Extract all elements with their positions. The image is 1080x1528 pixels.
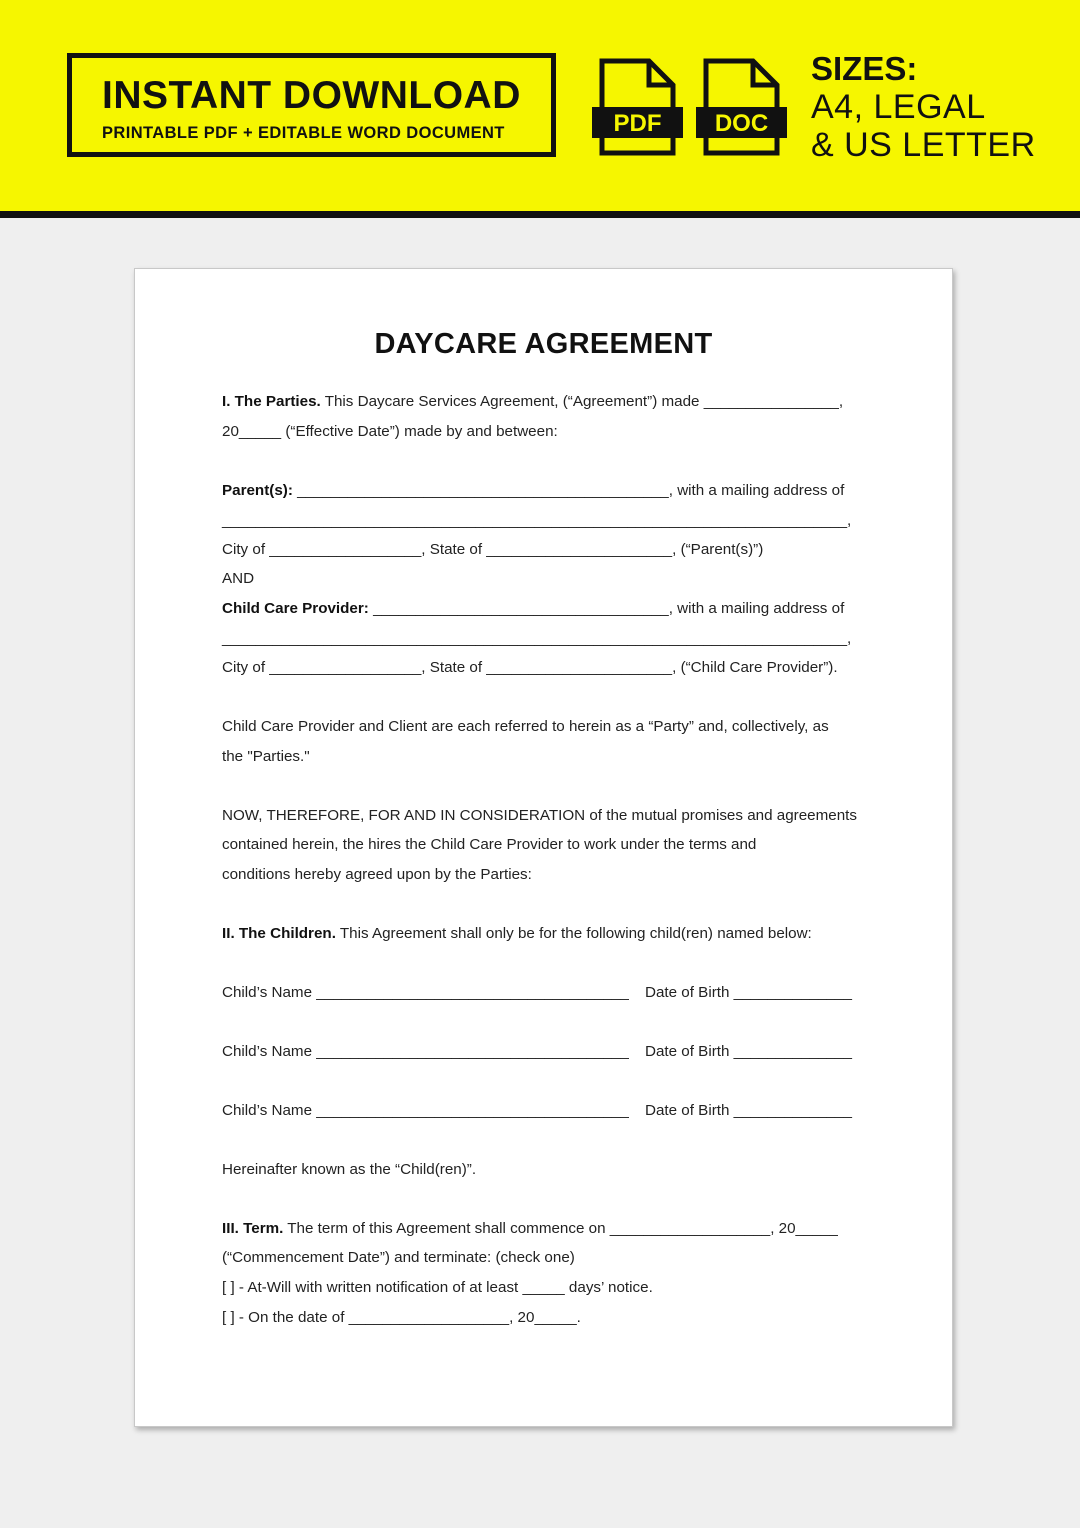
hereinafter-line: Hereinafter known as the “Child(ren)”. [222, 1161, 477, 1178]
children-heading: II. The Children. [222, 925, 336, 942]
instant-download-box [67, 53, 556, 157]
and-text: AND [222, 570, 255, 587]
children-paragraph [222, 925, 812, 942]
parent-line [222, 482, 844, 499]
provider-label: Child Care Provider: [222, 600, 369, 617]
doc-label: DOC [714, 110, 769, 137]
parent-address-line: __________________________________________________________________________, [222, 512, 852, 529]
party-definition-line-1: Child Care Provider and Client are each referred to herein as a “Party” and, collectively, as [222, 718, 829, 735]
child-dob-field: Date of Birth ______________ [645, 984, 852, 1001]
effective-date-line: 20_____ (“Effective Date”) made by and between: [222, 423, 558, 440]
child-dob-field: Date of Birth ______________ [645, 1102, 852, 1119]
sizes-line-2: & US LETTER [811, 126, 1036, 164]
sizes-title: SIZES: [811, 50, 918, 87]
children-text: This Agreement shall only be for the following child(ren) named below: [335, 925, 812, 942]
parent-text: ____________________________________________, with a mailing address of [292, 482, 845, 499]
parties-paragraph [222, 393, 843, 410]
header-banner [0, 0, 1080, 211]
pdf-label: PDF [613, 110, 662, 137]
parent-city-line: City of __________________, State of ______________________, (“Parent(s)”) [222, 541, 764, 558]
banner-divider [0, 211, 1080, 218]
child-dob-field: Date of Birth ______________ [645, 1043, 852, 1060]
end-date-option: [ ] - On the date of ___________________, 20_____. [222, 1309, 581, 1326]
sizes-line-1: A4, LEGAL [811, 88, 986, 126]
parties-heading: I. The Parties. [222, 393, 321, 410]
provider-city-line: City of __________________, State of ______________________, (“Child Care Provider”). [222, 659, 838, 676]
consideration-line-1: NOW, THEREFORE, FOR AND IN CONSIDERATION of the mutual promises and agreements [222, 807, 857, 824]
commencement-line: (“Commencement Date”) and terminate: (check one) [222, 1249, 575, 1266]
child-name-field: Child’s Name _____________________________________ [222, 984, 629, 1001]
term-heading: III. Term. [222, 1220, 284, 1237]
term-paragraph [222, 1220, 838, 1237]
parties-text: This Daycare Services Agreement, (“Agreement”) made ________________, [320, 393, 844, 410]
party-definition-line-2: the "Parties." [222, 748, 310, 765]
parent-label: Parent(s): [222, 482, 293, 499]
document-page [134, 268, 953, 1427]
provider-line [222, 600, 844, 617]
pdf-file-icon [592, 57, 686, 157]
child-name-field: Child’s Name _____________________________________ [222, 1043, 629, 1060]
download-title: INSTANT DOWNLOAD [102, 74, 521, 117]
download-subtitle: PRINTABLE PDF + EDITABLE WORD DOCUMENT [102, 124, 505, 142]
provider-text: ___________________________________, with a mailing address of [368, 600, 845, 617]
doc-file-icon [696, 57, 790, 157]
provider-address-line: __________________________________________________________________________, [222, 630, 852, 647]
child-name-field: Child’s Name _____________________________________ [222, 1102, 629, 1119]
consideration-line-2: contained herein, the hires the Child Care Provider to work under the terms and [222, 836, 757, 853]
at-will-option: [ ] - At-Will with written notification of at least _____ days’ notice. [222, 1279, 653, 1296]
consideration-line-3: conditions hereby agreed upon by the Parties: [222, 866, 532, 883]
sizes-info [811, 50, 1036, 164]
document-title: DAYCARE AGREEMENT [374, 328, 713, 360]
term-text: The term of this Agreement shall commence on ___________________, 20_____ [283, 1220, 838, 1237]
